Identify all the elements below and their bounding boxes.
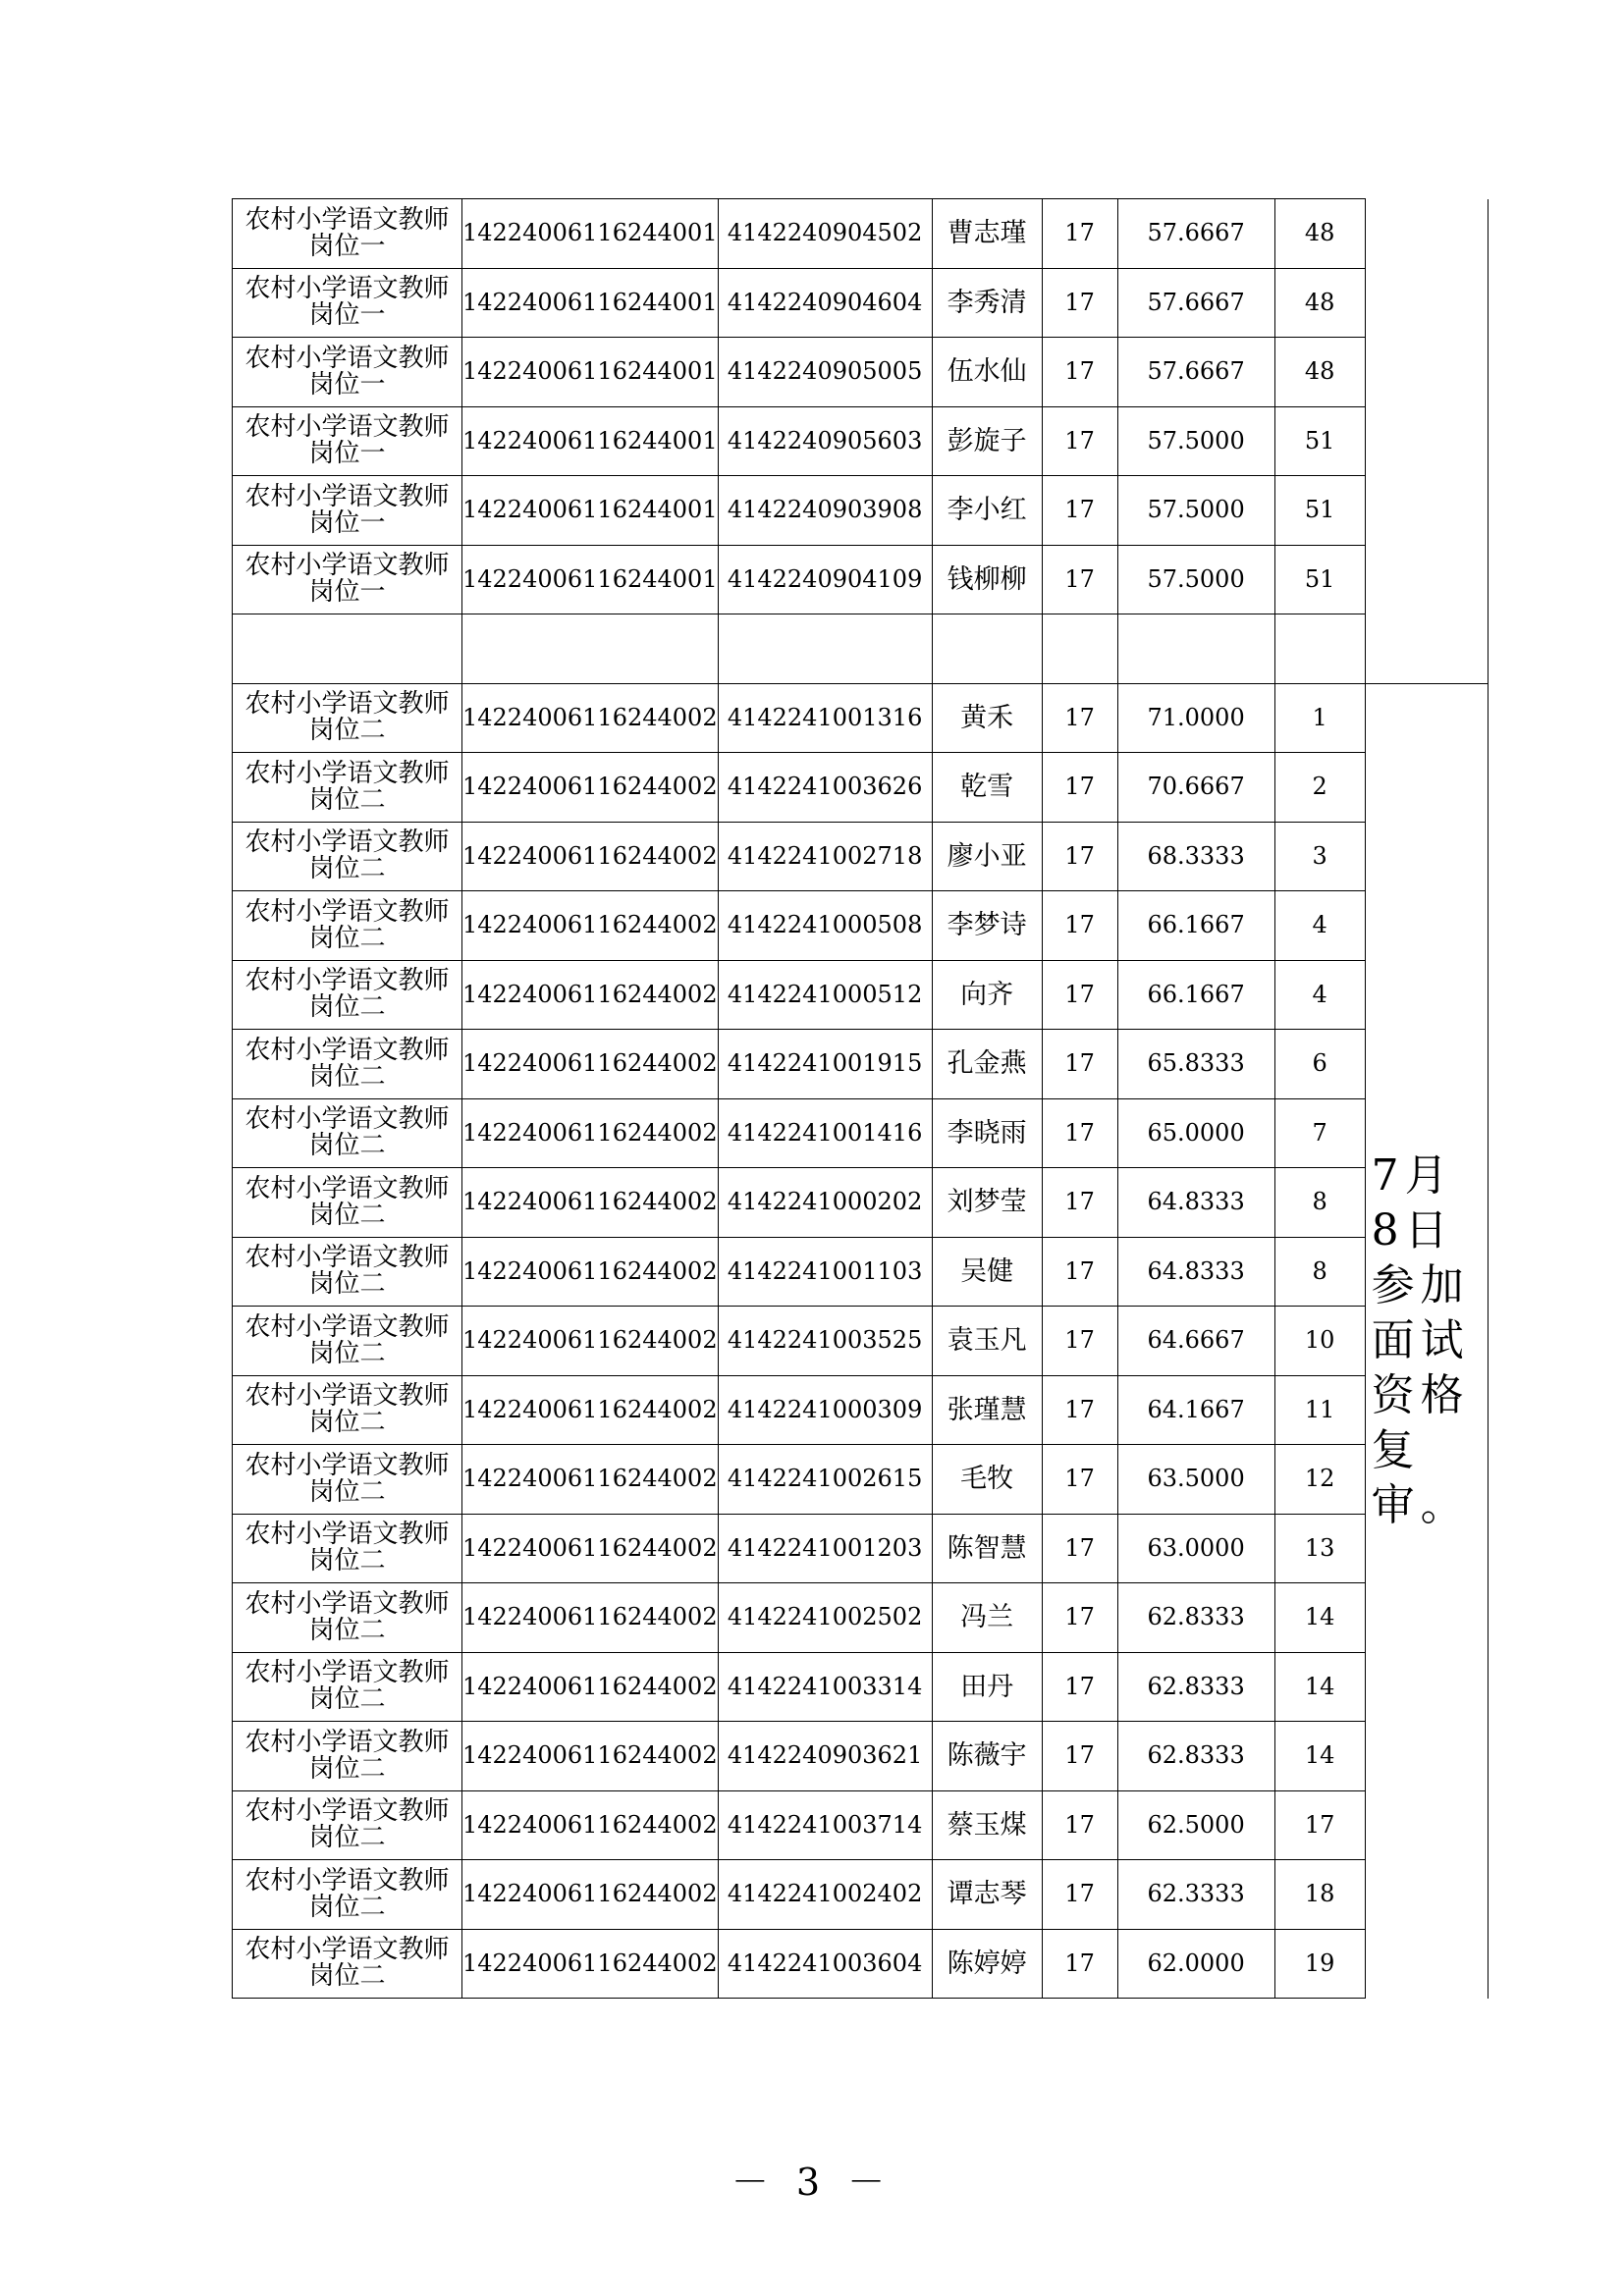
code-cell: 14224006116244002 xyxy=(462,1445,719,1515)
exam-number-cell: 4142240903908 xyxy=(718,476,932,546)
empty-cell xyxy=(718,614,932,684)
rank-cell: 7 xyxy=(1274,1098,1365,1168)
rank-cell: 48 xyxy=(1274,199,1365,269)
name-cell: 陈智慧 xyxy=(932,1514,1042,1583)
exam-number-cell: 4142241002502 xyxy=(718,1583,932,1653)
table-row xyxy=(233,1375,1489,1445)
exam-number-cell: 4142240904109 xyxy=(718,545,932,614)
position-cell: 农村小学语文教师岗位二 xyxy=(233,753,462,823)
empty-cell xyxy=(1274,614,1365,684)
rank-cell: 3 xyxy=(1274,822,1365,891)
code-cell: 14224006116244001 xyxy=(462,199,719,269)
subject-code-cell: 17 xyxy=(1042,960,1117,1030)
rank-cell: 51 xyxy=(1274,476,1365,546)
code-cell: 14224006116244002 xyxy=(462,753,719,823)
code-cell: 14224006116244002 xyxy=(462,822,719,891)
empty-cell xyxy=(1042,614,1117,684)
code-cell: 14224006116244002 xyxy=(462,683,719,753)
rank-cell: 48 xyxy=(1274,338,1365,407)
code-cell: 14224006116244002 xyxy=(462,1722,719,1791)
code-cell: 14224006116244001 xyxy=(462,406,719,476)
exam-number-cell: 4142241001203 xyxy=(718,1514,932,1583)
score-cell: 57.6667 xyxy=(1117,338,1274,407)
subject-code-cell: 17 xyxy=(1042,1030,1117,1099)
code-cell: 14224006116244002 xyxy=(462,1375,719,1445)
exam-number-cell: 4142240904502 xyxy=(718,199,932,269)
score-cell: 62.8333 xyxy=(1117,1583,1274,1653)
position-cell: 农村小学语文教师岗位二 xyxy=(233,1583,462,1653)
position-cell: 农村小学语文教师岗位二 xyxy=(233,1098,462,1168)
subject-code-cell: 17 xyxy=(1042,338,1117,407)
name-cell: 李小红 xyxy=(932,476,1042,546)
name-cell: 谭志琴 xyxy=(932,1860,1042,1930)
score-cell: 64.6667 xyxy=(1117,1307,1274,1376)
name-cell: 蔡玉煤 xyxy=(932,1790,1042,1860)
table-row xyxy=(233,1583,1489,1653)
table-row xyxy=(233,753,1489,823)
rank-cell: 13 xyxy=(1274,1514,1365,1583)
score-table xyxy=(232,198,1489,1999)
table-row xyxy=(233,1929,1489,1999)
rank-cell: 14 xyxy=(1274,1722,1365,1791)
code-cell: 14224006116244002 xyxy=(462,1583,719,1653)
subject-code-cell: 17 xyxy=(1042,199,1117,269)
rank-cell: 8 xyxy=(1274,1237,1365,1307)
rank-cell: 18 xyxy=(1274,1860,1365,1930)
name-cell: 田丹 xyxy=(932,1652,1042,1722)
subject-code-cell: 17 xyxy=(1042,1860,1117,1930)
position-cell: 农村小学语文教师岗位二 xyxy=(233,1030,462,1099)
subject-code-cell: 17 xyxy=(1042,753,1117,823)
code-cell: 14224006116244002 xyxy=(462,960,719,1030)
table-row xyxy=(233,476,1489,546)
code-cell: 14224006116244002 xyxy=(462,1790,719,1860)
subject-code-cell: 17 xyxy=(1042,1237,1117,1307)
table-row xyxy=(233,268,1489,338)
subject-code-cell: 17 xyxy=(1042,1098,1117,1168)
separator-row xyxy=(233,614,1489,684)
score-cell: 62.8333 xyxy=(1117,1722,1274,1791)
position-cell: 农村小学语文教师岗位二 xyxy=(233,1514,462,1583)
rank-cell: 48 xyxy=(1274,268,1365,338)
score-cell: 57.6667 xyxy=(1117,199,1274,269)
score-cell: 65.0000 xyxy=(1117,1098,1274,1168)
score-cell: 62.3333 xyxy=(1117,1860,1274,1930)
position-cell: 农村小学语文教师岗位二 xyxy=(233,1168,462,1238)
rank-cell: 12 xyxy=(1274,1445,1365,1515)
table-row xyxy=(233,1307,1489,1376)
empty-cell xyxy=(1365,614,1488,684)
exam-number-cell: 4142240904604 xyxy=(718,268,932,338)
exam-number-cell: 4142241000508 xyxy=(718,891,932,961)
exam-number-cell: 4142241001103 xyxy=(718,1237,932,1307)
subject-code-cell: 17 xyxy=(1042,406,1117,476)
name-cell: 伍水仙 xyxy=(932,338,1042,407)
code-cell: 14224006116244002 xyxy=(462,1098,719,1168)
exam-number-cell: 4142241001316 xyxy=(718,683,932,753)
code-cell: 14224006116244002 xyxy=(462,1514,719,1583)
code-cell: 14224006116244001 xyxy=(462,545,719,614)
table-row xyxy=(233,1237,1489,1307)
name-cell: 黄禾 xyxy=(932,683,1042,753)
score-cell: 62.8333 xyxy=(1117,1652,1274,1722)
subject-code-cell: 17 xyxy=(1042,1307,1117,1376)
position-cell: 农村小学语文教师岗位二 xyxy=(233,891,462,961)
code-cell: 14224006116244002 xyxy=(462,1307,719,1376)
score-cell: 62.0000 xyxy=(1117,1929,1274,1999)
score-cell: 63.0000 xyxy=(1117,1514,1274,1583)
table-row xyxy=(233,1030,1489,1099)
subject-code-cell: 17 xyxy=(1042,1445,1117,1515)
rank-cell: 51 xyxy=(1274,545,1365,614)
table-row xyxy=(233,545,1489,614)
name-cell: 张瑾慧 xyxy=(932,1375,1042,1445)
subject-code-cell: 17 xyxy=(1042,1652,1117,1722)
score-cell: 57.5000 xyxy=(1117,545,1274,614)
code-cell: 14224006116244002 xyxy=(462,891,719,961)
rank-cell: 6 xyxy=(1274,1030,1365,1099)
position-cell: 农村小学语文教师岗位一 xyxy=(233,268,462,338)
score-cell: 57.5000 xyxy=(1117,406,1274,476)
subject-code-cell: 17 xyxy=(1042,1583,1117,1653)
subject-code-cell: 17 xyxy=(1042,1514,1117,1583)
exam-number-cell: 4142241002718 xyxy=(718,822,932,891)
code-cell: 14224006116244002 xyxy=(462,1860,719,1930)
code-cell: 14224006116244002 xyxy=(462,1652,719,1722)
table-row xyxy=(233,1514,1489,1583)
position-cell: 农村小学语文教师岗位二 xyxy=(233,1652,462,1722)
table-row xyxy=(233,891,1489,961)
table-row xyxy=(233,406,1489,476)
exam-number-cell: 4142241003626 xyxy=(718,753,932,823)
score-cell: 71.0000 xyxy=(1117,683,1274,753)
score-cell: 57.6667 xyxy=(1117,268,1274,338)
table-row xyxy=(233,1652,1489,1722)
exam-number-cell: 4142241003714 xyxy=(718,1790,932,1860)
position-cell: 农村小学语文教师岗位二 xyxy=(233,1307,462,1376)
table-row xyxy=(233,1790,1489,1860)
position-cell: 农村小学语文教师岗位二 xyxy=(233,960,462,1030)
rank-cell: 17 xyxy=(1274,1790,1365,1860)
name-cell: 李晓雨 xyxy=(932,1098,1042,1168)
rank-cell: 14 xyxy=(1274,1652,1365,1722)
rank-cell: 1 xyxy=(1274,683,1365,753)
rank-cell: 2 xyxy=(1274,753,1365,823)
name-cell: 刘梦莹 xyxy=(932,1168,1042,1238)
name-cell: 乾雪 xyxy=(932,753,1042,823)
code-cell: 14224006116244002 xyxy=(462,1030,719,1099)
table-row xyxy=(233,822,1489,891)
name-cell: 向齐 xyxy=(932,960,1042,1030)
table-row xyxy=(233,960,1489,1030)
exam-number-cell: 4142241003314 xyxy=(718,1652,932,1722)
code-cell: 14224006116244001 xyxy=(462,338,719,407)
position-cell: 农村小学语文教师岗位二 xyxy=(233,1929,462,1999)
rank-cell: 19 xyxy=(1274,1929,1365,1999)
name-cell: 钱柳柳 xyxy=(932,545,1042,614)
subject-code-cell: 17 xyxy=(1042,891,1117,961)
code-cell: 14224006116244002 xyxy=(462,1237,719,1307)
code-cell: 14224006116244001 xyxy=(462,268,719,338)
table-row xyxy=(233,1445,1489,1515)
subject-code-cell: 17 xyxy=(1042,545,1117,614)
position-cell: 农村小学语文教师岗位二 xyxy=(233,1722,462,1791)
exam-number-cell: 4142241002402 xyxy=(718,1860,932,1930)
position-cell: 农村小学语文教师岗位二 xyxy=(233,1375,462,1445)
table-row xyxy=(233,338,1489,407)
exam-number-cell: 4142241000512 xyxy=(718,960,932,1030)
name-cell: 曹志瑾 xyxy=(932,199,1042,269)
score-cell: 70.6667 xyxy=(1117,753,1274,823)
name-cell: 孔金燕 xyxy=(932,1030,1042,1099)
exam-number-cell: 4142240905005 xyxy=(718,338,932,407)
name-cell: 陈薇宇 xyxy=(932,1722,1042,1791)
subject-code-cell: 17 xyxy=(1042,476,1117,546)
name-cell: 陈婷婷 xyxy=(932,1929,1042,1999)
exam-number-cell: 4142241003525 xyxy=(718,1307,932,1376)
score-cell: 64.1667 xyxy=(1117,1375,1274,1445)
empty-cell xyxy=(233,614,462,684)
name-cell: 彭旋子 xyxy=(932,406,1042,476)
rank-cell: 11 xyxy=(1274,1375,1365,1445)
position-cell: 农村小学语文教师岗位一 xyxy=(233,406,462,476)
exam-number-cell: 4142240905603 xyxy=(718,406,932,476)
rank-cell: 51 xyxy=(1274,406,1365,476)
subject-code-cell: 17 xyxy=(1042,268,1117,338)
subject-code-cell: 17 xyxy=(1042,1375,1117,1445)
name-cell: 廖小亚 xyxy=(932,822,1042,891)
name-cell: 袁玉凡 xyxy=(932,1307,1042,1376)
score-cell: 66.1667 xyxy=(1117,891,1274,961)
subject-code-cell: 17 xyxy=(1042,683,1117,753)
rank-cell: 14 xyxy=(1274,1583,1365,1653)
note-cell-top xyxy=(1365,199,1488,614)
note-cell: 7月8日参加面试资格复审。 xyxy=(1365,683,1488,1999)
exam-number-cell: 4142240903621 xyxy=(718,1722,932,1791)
subject-code-cell: 17 xyxy=(1042,1722,1117,1791)
name-cell: 冯兰 xyxy=(932,1583,1042,1653)
score-cell: 57.5000 xyxy=(1117,476,1274,546)
position-cell: 农村小学语文教师岗位二 xyxy=(233,683,462,753)
rank-cell: 4 xyxy=(1274,891,1365,961)
position-cell: 农村小学语文教师岗位二 xyxy=(233,1445,462,1515)
code-cell: 14224006116244002 xyxy=(462,1929,719,1999)
position-cell: 农村小学语文教师岗位一 xyxy=(233,545,462,614)
score-cell: 62.5000 xyxy=(1117,1790,1274,1860)
score-cell: 64.8333 xyxy=(1117,1237,1274,1307)
code-cell: 14224006116244001 xyxy=(462,476,719,546)
exam-number-cell: 4142241003604 xyxy=(718,1929,932,1999)
exam-number-cell: 4142241001416 xyxy=(718,1098,932,1168)
score-cell: 68.3333 xyxy=(1117,822,1274,891)
rank-cell: 8 xyxy=(1274,1168,1365,1238)
position-cell: 农村小学语文教师岗位二 xyxy=(233,1860,462,1930)
position-cell: 农村小学语文教师岗位二 xyxy=(233,822,462,891)
empty-cell xyxy=(462,614,719,684)
table-row xyxy=(233,199,1489,269)
exam-number-cell: 4142241001915 xyxy=(718,1030,932,1099)
code-cell: 14224006116244002 xyxy=(462,1168,719,1238)
position-cell: 农村小学语文教师岗位一 xyxy=(233,476,462,546)
position-cell: 农村小学语文教师岗位一 xyxy=(233,338,462,407)
name-cell: 毛牧 xyxy=(932,1445,1042,1515)
rank-cell: 10 xyxy=(1274,1307,1365,1376)
empty-cell xyxy=(932,614,1042,684)
position-cell: 农村小学语文教师岗位一 xyxy=(233,199,462,269)
table-row xyxy=(233,1722,1489,1791)
page-number: － 3 － xyxy=(731,2161,893,2204)
score-cell: 63.5000 xyxy=(1117,1445,1274,1515)
name-cell: 李秀清 xyxy=(932,268,1042,338)
score-cell: 64.8333 xyxy=(1117,1168,1274,1238)
exam-number-cell: 4142241000202 xyxy=(718,1168,932,1238)
empty-cell xyxy=(1117,614,1274,684)
subject-code-cell: 17 xyxy=(1042,1929,1117,1999)
subject-code-cell: 17 xyxy=(1042,1790,1117,1860)
table-row xyxy=(233,683,1489,753)
score-cell: 66.1667 xyxy=(1117,960,1274,1030)
table-row xyxy=(233,1098,1489,1168)
name-cell: 吴健 xyxy=(932,1237,1042,1307)
subject-code-cell: 17 xyxy=(1042,1168,1117,1238)
exam-number-cell: 4142241002615 xyxy=(718,1445,932,1515)
name-cell: 李梦诗 xyxy=(932,891,1042,961)
position-cell: 农村小学语文教师岗位二 xyxy=(233,1790,462,1860)
exam-number-cell: 4142241000309 xyxy=(718,1375,932,1445)
rank-cell: 4 xyxy=(1274,960,1365,1030)
subject-code-cell: 17 xyxy=(1042,822,1117,891)
position-cell: 农村小学语文教师岗位二 xyxy=(233,1237,462,1307)
table-row xyxy=(233,1168,1489,1238)
score-cell: 65.8333 xyxy=(1117,1030,1274,1099)
table-row xyxy=(233,1860,1489,1930)
